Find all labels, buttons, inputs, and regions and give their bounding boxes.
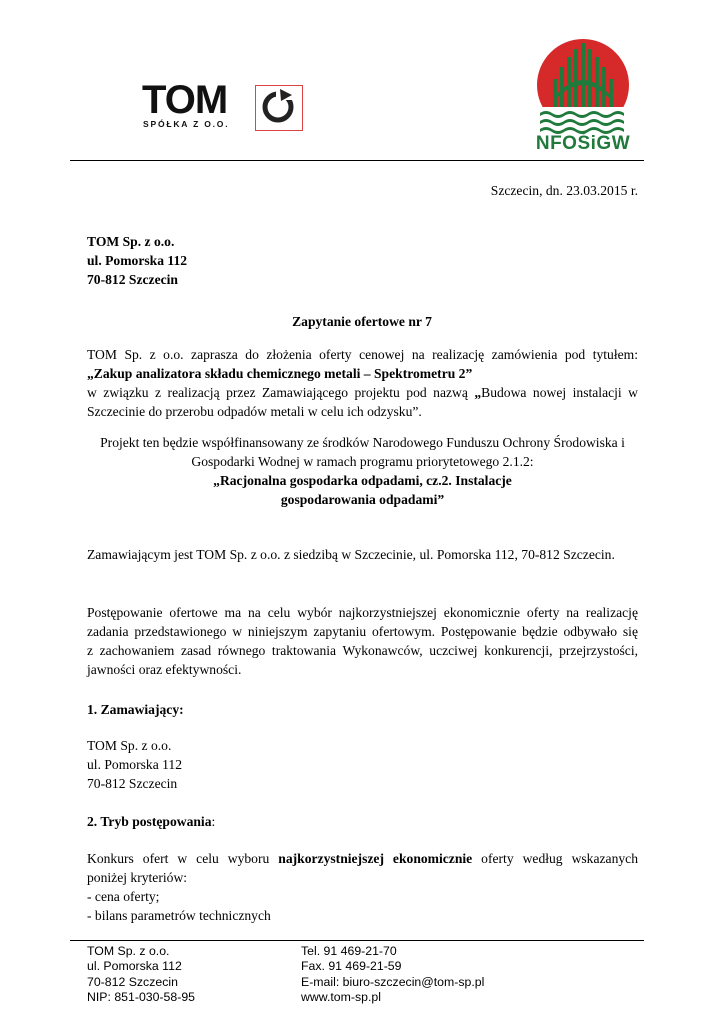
tom-logo: [140, 80, 310, 135]
nfosigw-logo-text: NFOŚiGW: [535, 133, 631, 154]
addressee-line: ul. Pomorska 112: [87, 253, 188, 268]
intro-line: Szczecinie do przerobu odpadów metali w celu ich odzysku”.: [87, 404, 422, 419]
recycle-arrow-icon: [256, 86, 302, 130]
cofinancing-paragraph: [87, 433, 638, 509]
procedure-mode-emphasis: najkorzystniejszej ekonomicznie: [278, 851, 473, 866]
procedure-line: Postępowanie ofertowe ma na celu wybór najkorzystniejszej ekonomicznie oferty na realizację: [87, 605, 638, 620]
footer-fax: Fax. 91 469-21-59: [301, 959, 402, 974]
footer-line: NIP: 851-030-58-95: [87, 990, 196, 1005]
orderer-address-line: TOM Sp. z o.o.: [87, 738, 172, 753]
addressee-line: TOM Sp. z o.o.: [87, 234, 175, 249]
document-date: Szczecin, dn. 23.03.2015 r.: [490, 183, 638, 198]
footer-phone: Tel. 91 469-21-70: [301, 944, 397, 958]
intro-line: TOM Sp. z o.o. zaprasza do złożenia oferty cenowej na realizację zamówienia pod tytułem:: [87, 347, 638, 362]
tom-logo-box: [255, 85, 303, 131]
cofinancing-line: Projekt ten będzie współfinansowany ze środków Narodowego Funduszu Ochrony Środowiska i: [100, 435, 625, 450]
criteria-item: - bilans parametrów technicznych: [87, 908, 271, 923]
nfosigw-logo: [528, 35, 638, 165]
addressee-block: [87, 232, 187, 289]
orderer-sentence: Zamawiającym jest TOM Sp. z o.o. z siedzibą w Szczecinie, ul. Pomorska 112, 70-812 Szczecin.: [87, 547, 615, 562]
tom-logo-subtitle: SPÓŁKA Z O.O.: [143, 119, 230, 129]
header-divider: [70, 160, 644, 161]
nfosigw-emblem-icon: [528, 35, 638, 135]
procedure-mode-text: oferty według wskazanych: [472, 851, 638, 866]
order-title: „Zakup analizatora składu chemicznego metali – Spektrometru 2”: [87, 366, 473, 381]
section-2-heading-text: 2. Tryb postępowania: [87, 814, 212, 829]
procedure-line: z zachowaniem zasad równego traktowania Wykonawców, uczciwej konkurencji, przejrzystości,: [87, 643, 638, 658]
document-title: Zapytanie ofertowe nr 7: [292, 314, 432, 329]
intro-text: Budowa nowej instalacji w: [481, 385, 638, 400]
footer-divider: [70, 940, 644, 941]
footer-email: E-mail: biuro-szczecin@tom-sp.pl: [301, 974, 485, 989]
tom-logo-text: TOM: [142, 78, 228, 122]
section-1-heading: 1. Zamawiający:: [87, 702, 184, 717]
footer-company: [87, 944, 195, 1006]
section-2-heading: [87, 812, 215, 831]
section-2-colon: :: [211, 814, 216, 829]
intro-paragraph: [87, 345, 638, 421]
program-name: gospodarowania odpadami”: [280, 492, 445, 507]
footer-line: TOM Sp. z o.o.: [87, 944, 170, 958]
procedure-line: zadania przedstawionego w niniejszym zapytaniu ofertowym. Postępowanie będzie odbywało się: [87, 624, 638, 639]
footer-website: www.tom-sp.pl: [301, 990, 381, 1005]
intro-text: w związku z realizacją przez Zamawiającego projektu pod nazwą: [87, 385, 475, 400]
footer-line: ul. Pomorska 112: [87, 959, 182, 974]
procedure-mode-paragraph: [87, 849, 638, 925]
orderer-address-line: 70-812 Szczecin: [87, 776, 178, 791]
procedure-paragraph: [87, 603, 638, 679]
procedure-line: jawności oraz efektywności.: [87, 662, 242, 677]
program-name: „Racjonalna gospodarka odpadami, cz.2. Instalacje: [213, 473, 512, 488]
procedure-mode-line: poniżej kryteriów:: [87, 870, 188, 885]
intro-quote: „: [474, 385, 482, 400]
footer-contact: [301, 944, 484, 1006]
orderer-address: [87, 736, 182, 793]
footer-line: 70-812 Szczecin: [87, 974, 178, 989]
cofinancing-line: Gospodarki Wodnej w ramach programu priorytetowego 2.1.2:: [191, 454, 534, 469]
criteria-item: - cena oferty;: [87, 889, 160, 904]
orderer-address-line: ul. Pomorska 112: [87, 757, 183, 772]
addressee-line: 70-812 Szczecin: [87, 272, 178, 287]
intro-line: [87, 383, 638, 402]
procedure-mode-text: Konkurs ofert w celu wyboru: [87, 851, 279, 866]
procedure-mode-line: [87, 849, 638, 868]
